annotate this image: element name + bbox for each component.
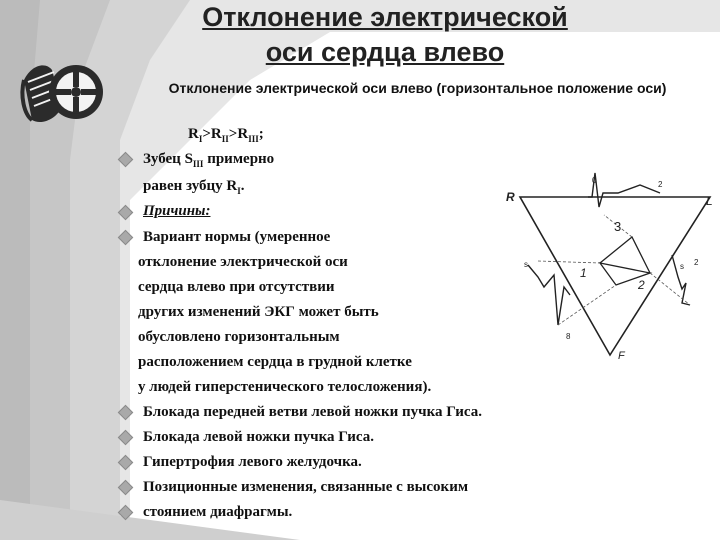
bullet-s3-prefix: Зубец S [143, 151, 193, 167]
formula-r3: R [237, 126, 249, 142]
formula [188, 125, 264, 148]
variant-line: Вариант нормы (умеренное [143, 229, 331, 245]
subtitle: Отклонение электрической оси влево (горизонтальное положение оси) [168, 80, 667, 96]
cause-anterior-block: Блокада передней ветви левой ножки пучка Гиса. [143, 404, 483, 420]
lead-ii-label-s: s [524, 260, 528, 269]
lead-iii-label-r: 2 [694, 258, 699, 267]
formula-sub1: I [198, 134, 203, 144]
bullet-r1-prefix: равен зубцу R [143, 178, 238, 194]
bullet-r1-suffix: . [240, 178, 245, 194]
formula-r1: R [188, 126, 199, 142]
variant-line: расположением сердца в грудной клетке [138, 354, 412, 370]
causes-heading: Причины: [143, 203, 211, 219]
variant-line: обусловлено горизонтальным [138, 329, 340, 345]
axis-number-3: 3 [614, 219, 622, 234]
film-reel-icon [18, 56, 108, 136]
cause-position-line1: Позиционные изменения, связанные с высоким [143, 479, 469, 495]
page-title [200, 0, 570, 70]
formula-gt1: > [202, 126, 211, 142]
formula-gt2: > [228, 126, 238, 142]
bullet-r1-sub: I [237, 186, 241, 196]
formula-sub2: II [221, 134, 229, 144]
formula-sub3: III [248, 134, 259, 144]
bullet-s3-suffix: примерно [203, 151, 275, 167]
variant-line: отклонение электрической оси [138, 254, 348, 270]
axis-number-2: 2 [638, 278, 645, 292]
vertex-l-label: L [706, 194, 713, 208]
variant-line: сердца влево при отсутствии [138, 279, 335, 295]
page-title-line1: Отклонение электрической [202, 2, 568, 32]
lead-i-label-left: 0 [592, 176, 597, 185]
vertex-f-label: F [618, 350, 625, 362]
formula-end: ; [258, 126, 264, 142]
cause-lbbb: Блокада левой ножки пучка Гиса. [143, 429, 375, 445]
bullet-s3-sub: III [192, 159, 204, 169]
bullet-s3-line1 [143, 150, 274, 173]
lead-ii-label-r: 8 [566, 332, 571, 341]
variant-line: других изменений ЭКГ может быть [138, 304, 379, 320]
lead-iii-label-s: s [680, 262, 684, 271]
bullet-s3-line2 [143, 177, 245, 200]
variant-line: у людей гиперстенического телосложения). [138, 379, 432, 395]
cause-position-line2: стоянием диафрагмы. [143, 504, 293, 520]
lead-i-ecg [588, 173, 660, 207]
axis-number-1: 1 [580, 266, 587, 280]
einthoven-triangle-diagram [500, 155, 720, 370]
cause-lvh: Гипертрофия левого желудочка. [143, 454, 362, 470]
vertex-r-label: R [506, 190, 515, 204]
lead-i-label-right: 2 [658, 180, 663, 189]
formula-r2: R [210, 126, 222, 142]
page-title-line2: оси сердца влево [265, 37, 505, 67]
